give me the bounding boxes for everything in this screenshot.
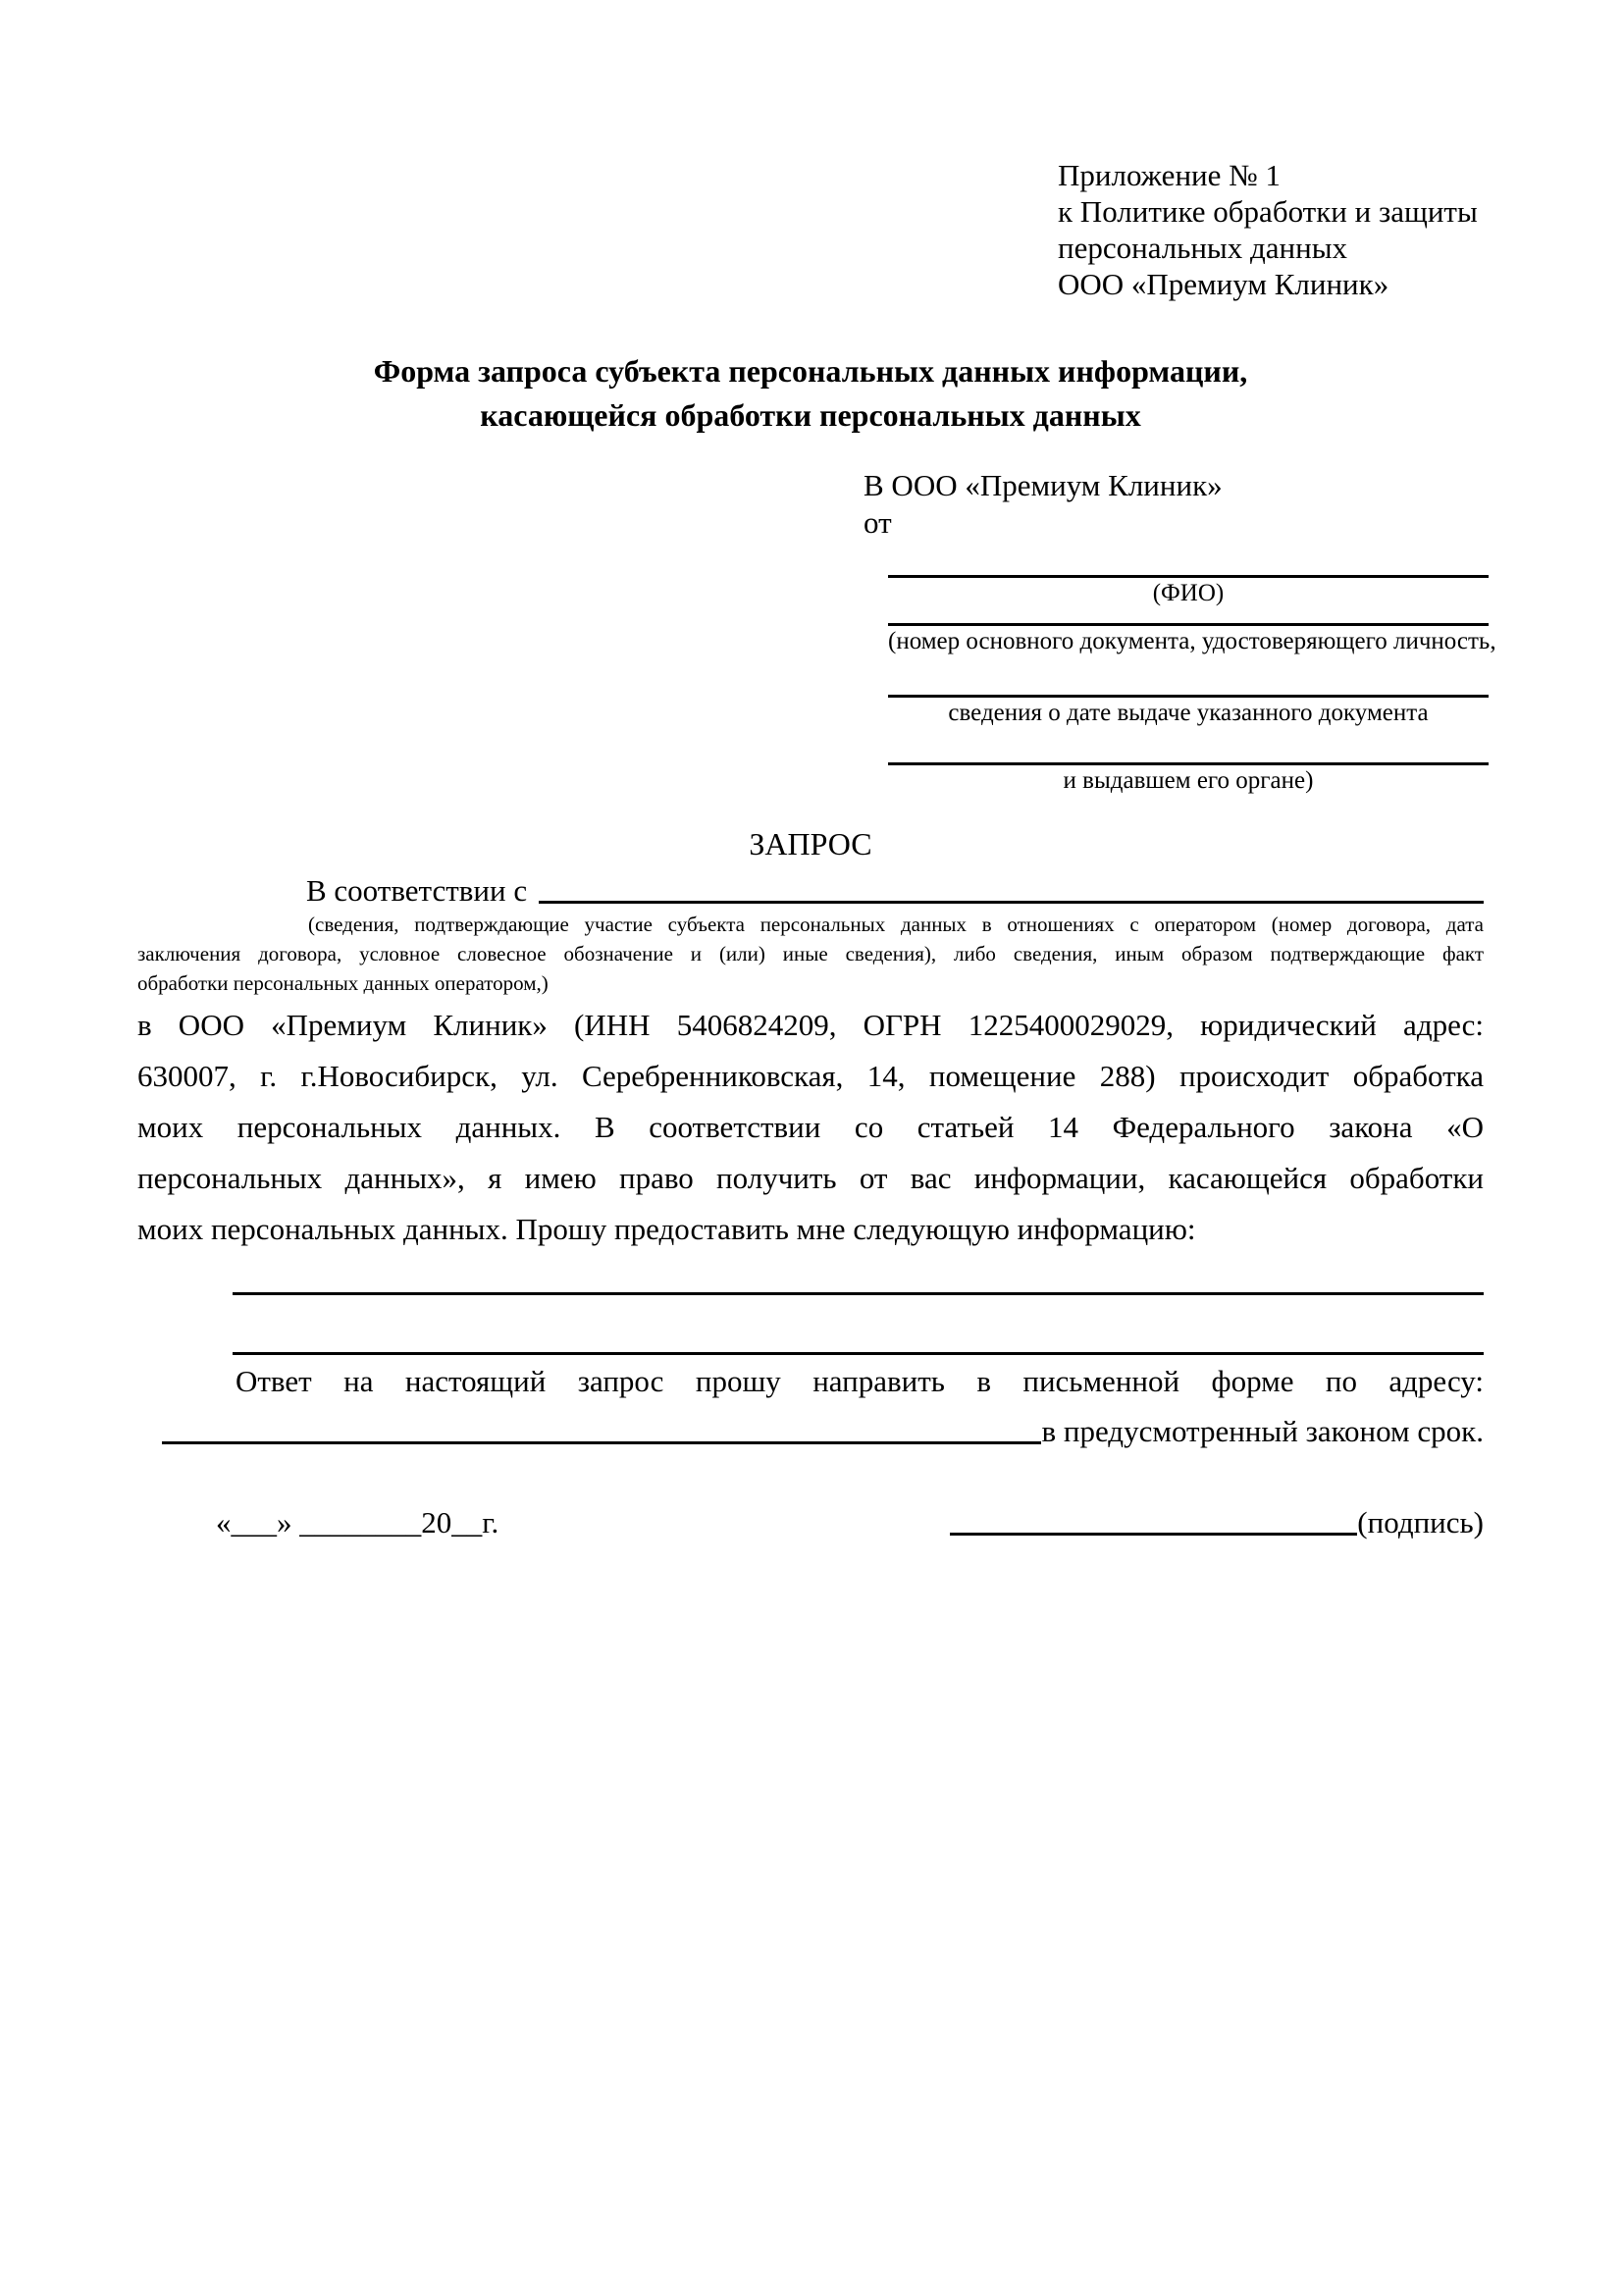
fine-print-note	[137, 910, 1484, 998]
fine-print-line-3: обработки персональных данных оператором,)	[137, 971, 549, 995]
issuing-authority-blank-line	[888, 729, 1489, 765]
addressee-blanks	[888, 542, 1496, 797]
address-blank-line	[162, 1441, 1041, 1444]
issuing-authority-caption: и выдавшем его органе)	[1063, 767, 1314, 794]
appendix-number-line: Приложение № 1	[1058, 158, 1281, 192]
document-title-line-2: касающейся обработки персональных данных	[480, 397, 1141, 433]
requested-info-blank-line-2	[233, 1352, 1484, 1355]
request-body-line-5: моих персональных данных. Прошу предоставить мне следующую информацию:	[137, 1212, 1196, 1246]
issue-date-blank-line	[888, 657, 1489, 698]
requested-info-blank-line-1	[233, 1292, 1484, 1295]
policy-reference-line-2: персональных данных	[1058, 231, 1348, 265]
company-name-line: ООО «Премиум Клиник»	[1058, 267, 1389, 301]
request-body-line-3: моих персональных данных. В соответствии со статьей 14 Федерального закона «О	[137, 1110, 1484, 1144]
reply-suffix: в предусмотренный законом срок.	[1041, 1414, 1484, 1448]
document-title-line-1: Форма запроса субъекта персональных данных информации,	[373, 353, 1248, 389]
appendix-header	[1058, 157, 1484, 302]
signature-blank-line	[950, 1533, 1357, 1536]
accordance-label: В соответствии с	[306, 873, 528, 908]
signature-caption: (подпись)	[1357, 1505, 1484, 1539]
request-body-line-4: персональных данных», я имею право получить от вас информации, касающейся обработки	[137, 1161, 1484, 1195]
request-body-line-1: в ООО «Премиум Клиник» (ИНН 5406824209, ОГРН 1225400029029, юридический адрес:	[137, 1008, 1484, 1042]
document-title	[137, 349, 1484, 438]
request-body-paragraph	[137, 1000, 1484, 1255]
accordance-row	[137, 865, 1484, 909]
addressee-block	[864, 467, 1496, 797]
request-body-line-2: 630007, г. г.Новосибирск, ул. Серебренниковская, 14, помещение 288) происходит обработка	[137, 1059, 1484, 1093]
fine-print-line-1: (сведения, подтверждающие участие субъекта персональных данных в отношениях с оператором (номер договора, дата	[308, 913, 1484, 936]
date-field: «___» ________20__г.	[216, 1505, 499, 1539]
addressee-from-label: от	[864, 505, 892, 540]
accordance-blank-line	[539, 901, 1484, 904]
document-number-caption: (номер основного документа, удостоверяющего личность,	[888, 628, 1496, 654]
addressee-to: В ООО «Премиум Клиник»	[864, 468, 1223, 502]
issue-date-caption: сведения о дате выдаче указанного документа	[948, 700, 1429, 726]
signature-field	[950, 1504, 1484, 1541]
signature-row	[137, 1504, 1484, 1541]
reply-address-row	[137, 1404, 1484, 1449]
fine-print-line-2: заключения договора, условное словесное обозначение и (или) иные сведения), либо сведения, иным образом подтверждающие факт	[137, 942, 1484, 965]
fio-caption: (ФИО)	[1152, 580, 1225, 606]
document-number-blank-line	[888, 609, 1489, 626]
policy-reference-line: к Политике обработки и защиты	[1058, 194, 1478, 229]
fio-blank-line	[888, 542, 1489, 578]
request-heading: ЗАПРОС	[749, 826, 872, 861]
reply-instruction: Ответ на настоящий запрос прошу направить в письменной форме по адресу:	[236, 1364, 1484, 1398]
